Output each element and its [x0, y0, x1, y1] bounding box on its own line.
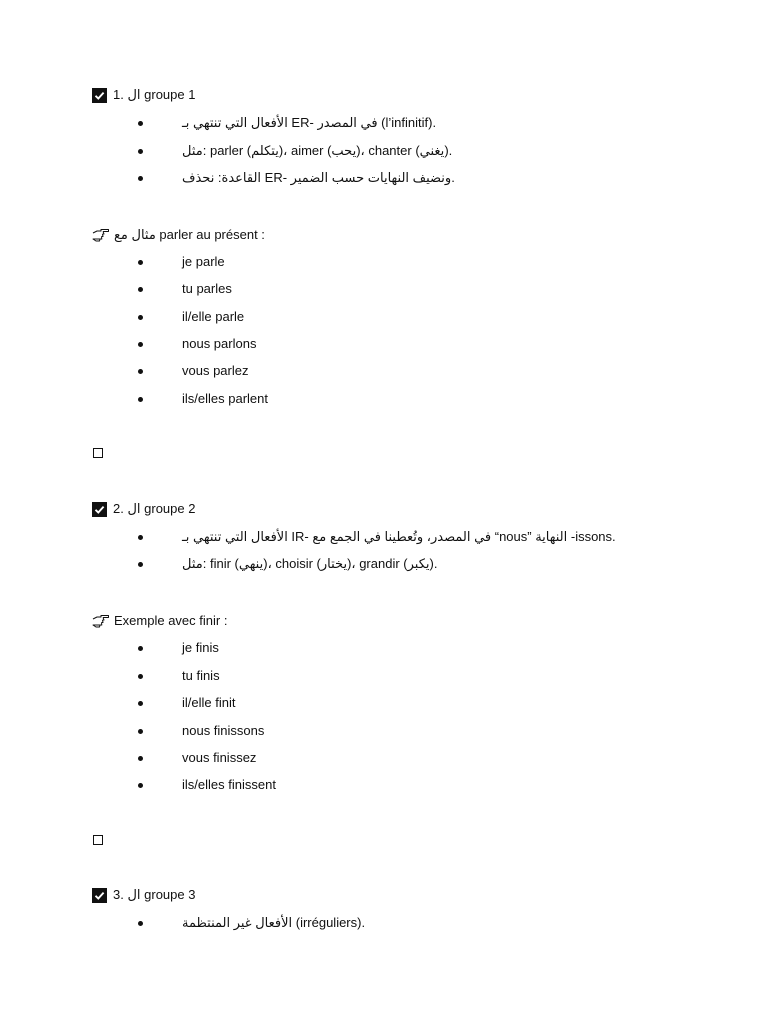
bullet-icon [138, 756, 143, 761]
list-item-text: tu finis [182, 668, 220, 683]
list-item-text: الأفعال غير المنتظمة (irréguliers). [182, 915, 366, 930]
list-item [138, 554, 437, 574]
list-item [138, 307, 244, 327]
checkbox-empty-icon[interactable] [93, 448, 103, 458]
bullet-icon [138, 921, 143, 926]
list-item [138, 361, 248, 381]
list-item [138, 168, 455, 188]
list-item-text: الأفعال التي تنتهي بـ ER- في المصدر (l’infinitif). [182, 115, 437, 130]
list-item [138, 141, 452, 161]
bullet-icon [138, 729, 143, 734]
list-item [138, 748, 256, 768]
list-item [138, 334, 256, 354]
list-item-text: vous parlez [182, 363, 249, 378]
list-item [138, 721, 264, 741]
section-1-heading [92, 85, 195, 105]
list-item [138, 113, 436, 133]
list-item [138, 279, 232, 299]
list-item-text: nous finissons [182, 723, 265, 738]
list-item [138, 775, 276, 795]
pointing-hand-icon [92, 228, 110, 242]
pointing-hand-icon [92, 614, 110, 628]
bullet-icon [138, 315, 143, 320]
bullet-icon [138, 646, 143, 651]
bullet-icon [138, 260, 143, 265]
example-title-text: Exemple avec finir : [114, 613, 228, 628]
bullet-icon [138, 342, 143, 347]
list-item-text: je finis [182, 640, 219, 655]
list-item [138, 252, 225, 272]
bullet-icon [138, 369, 143, 374]
bullet-icon [138, 701, 143, 706]
bullet-icon [138, 562, 143, 567]
list-item [138, 638, 219, 658]
list-item-text: ils/elles parlent [182, 391, 268, 406]
bullet-icon [138, 397, 143, 402]
bullet-icon [138, 287, 143, 292]
checkbox-checked-icon[interactable] [92, 502, 107, 517]
list-item-text: ils/elles finissent [182, 777, 276, 792]
list-item-text: tu parles [182, 281, 232, 296]
list-item [138, 527, 616, 547]
list-item-text: مثل: finir (ينهي)، choisir (يختار)، grandir (يكبر). [182, 556, 438, 571]
example-title-1 [92, 225, 265, 245]
section-1-heading-text: 1. ال groupe 1 [113, 87, 196, 102]
example-title-2 [92, 611, 227, 631]
bullet-icon [138, 121, 143, 126]
bullet-icon [138, 535, 143, 540]
list-item-text: القاعدة: نحذف ER- ونضيف النهايات حسب الضمير. [182, 170, 455, 185]
list-item [138, 666, 220, 686]
list-item-text: nous parlons [182, 336, 257, 351]
list-item-text: مثل: parler (يتكلم)، aimer (يحب)، chanter (يغني). [182, 143, 453, 158]
list-item-text: il/elle finit [182, 695, 236, 710]
checkbox-checked-icon[interactable] [92, 88, 107, 103]
list-item-text: je parle [182, 254, 225, 269]
checkbox-checked-icon[interactable] [92, 888, 107, 903]
list-item [138, 389, 268, 409]
bullet-icon [138, 674, 143, 679]
example-title-text: مثال مع parler au présent : [114, 227, 265, 242]
checkbox-empty-icon[interactable] [93, 835, 103, 845]
section-2-heading [92, 499, 195, 519]
list-item-text: الأفعال التي تنتهي بـ IR- في المصدر، وتُعطينا في الجمع مع “nous” النهاية -issons. [182, 529, 616, 544]
section-3-heading [92, 885, 195, 905]
list-item [138, 913, 365, 933]
list-item-text: vous finissez [182, 750, 257, 765]
section-2-heading-text: 2. ال groupe 2 [113, 501, 196, 516]
list-item-text: il/elle parle [182, 309, 245, 324]
section-3-heading-text: 3. ال groupe 3 [113, 887, 196, 902]
list-item [138, 693, 235, 713]
bullet-icon [138, 176, 143, 181]
bullet-icon [138, 783, 143, 788]
bullet-icon [138, 149, 143, 154]
